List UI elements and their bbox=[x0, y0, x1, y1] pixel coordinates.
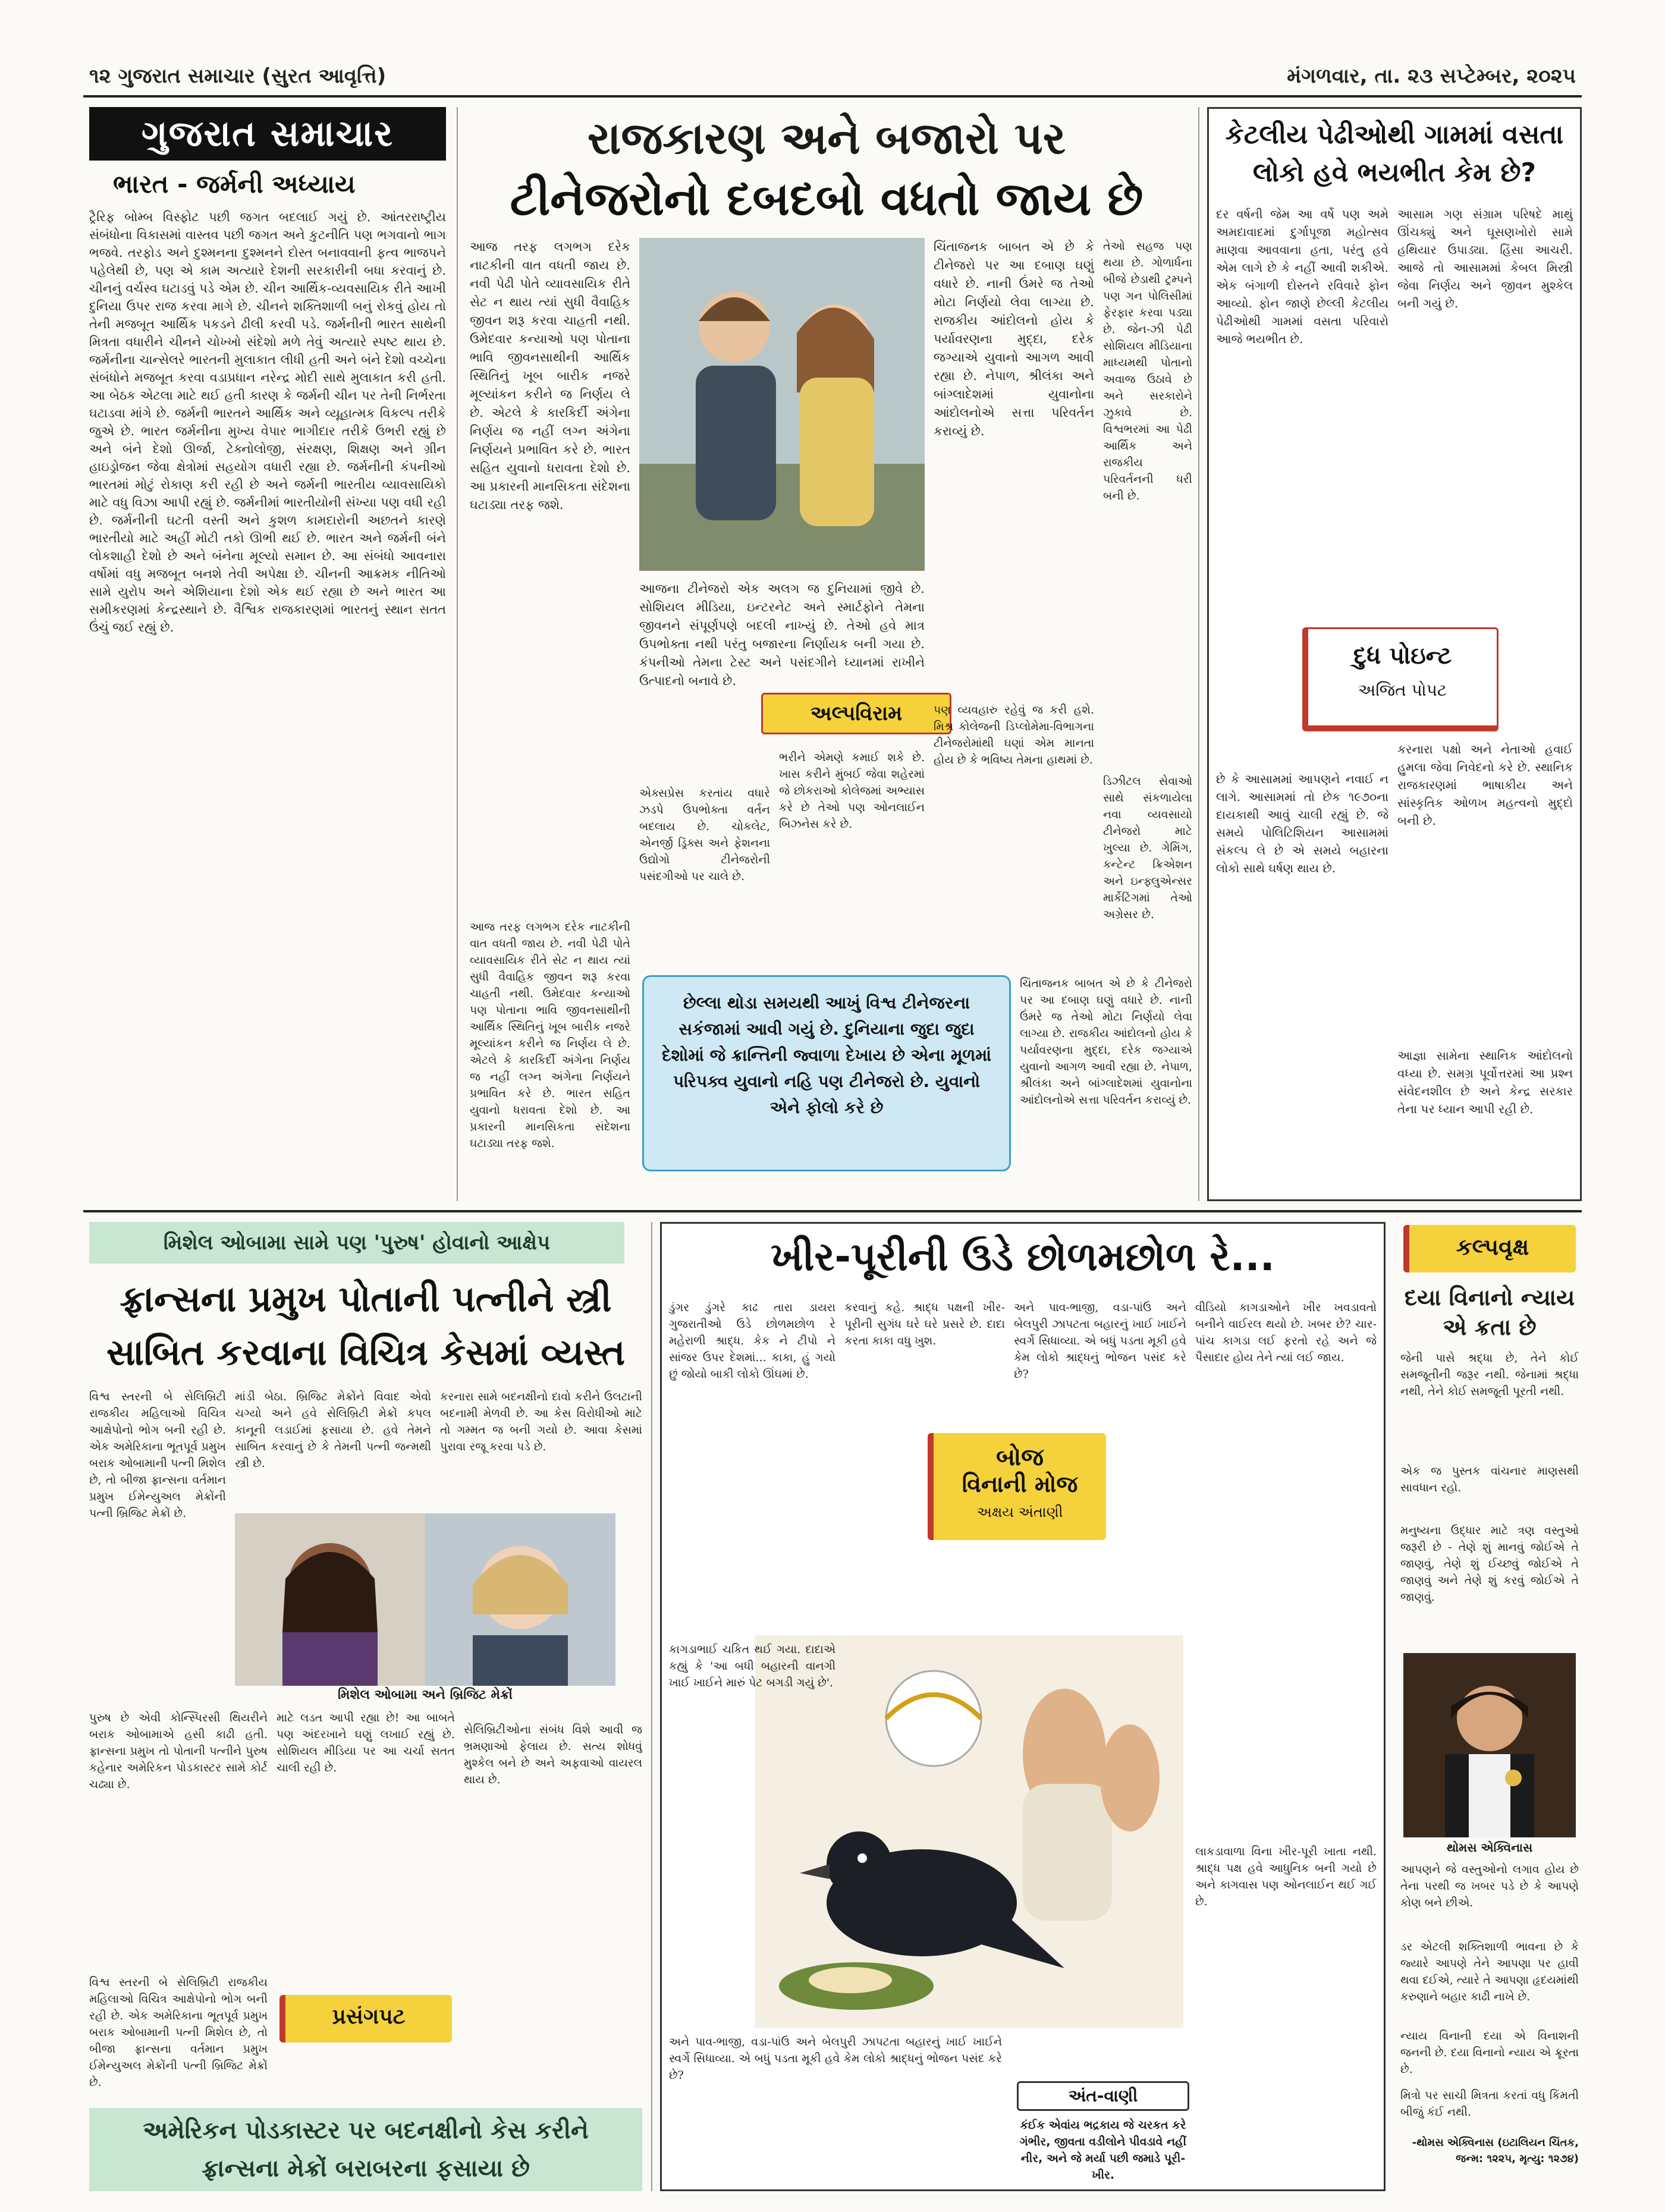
kalpavruksh-body-d: આપણને જે વસ્તુઓનો લગાવ હોય છે તેના પરથી જ ખબર પડે છે કે આપણે કોણ બને છીએ. bbox=[1400, 1863, 1579, 1909]
kheer-body-b: કરવાનું કહે. શ્રાદ્ધ પક્ષની ખીર-પૂરીની સુગંધ ઘરે ઘરે પ્રસરે છે. દાદા કરતા કાકા વધુ ખુશ. bbox=[844, 1301, 1005, 1347]
lead-bottom-col-2: ભરીને એમણે કમાઈ શકે છે. ખાસ કરીને મુંબઈ જેવા શહેરમાં જે છોકરાઓ કોલેજમાં અભ્યાસ કરે છે તેઓ પણ ઓનલાઈન બિઝનેસ કરે છે. bbox=[779, 751, 925, 831]
boj-line-2: વિનાની મોજ bbox=[962, 1471, 1078, 1497]
dudh-point-byline: અજિત પોપટ bbox=[1358, 680, 1447, 700]
kheer-body-a: ડુંગર ડુંગરે કાઢ તારા ડાયરા ગુજરાતીઓ ઉડે છોળમછોળ રે મહેરાળી શ્રાદ્ધ. કેક ને ટીપો ને સાંજર ઉપર દેશમાં... કાકા, હું ગયો છું જોયો બાકી લોકો ઊંઘમાં છે. bbox=[669, 1301, 835, 1381]
portraits-illustration bbox=[235, 1513, 615, 1686]
header-rule bbox=[83, 95, 1582, 98]
obama-body-f: સેલિબ્રિટીઓના સંબંધ વિશે આવી જ ભ્રમણાઓ ફેલાય છે. સત્ય શોધવું મુશ્કેલ બને છે અને અફવાઓ વાયરલ થાય છે. bbox=[464, 1723, 642, 1786]
lead-body-right: ચિંતાજનક બાબત એ છે કે ટીનેજરો પર આ દબાણ ઘણું વધારે છે. નાની ઉંમરે જ તેઓ મોટા નિર્ણયો લેવા લાગ્યા છે. રાજકીય આંદોલનો હોય કે પર્યાવરણના મુદ્દા, દરેક જગ્યાએ યુવાનો આગળ આવી રહ્યા છે. નેપાળ, શ્રીલંકા અને બાંગ્લાદેશમાં યુવાનોના આંદોલનોએ સત્તા પરિવર્તન કરાવ્યું છે. bbox=[934, 240, 1094, 438]
page-label: ૧૨ ગુજરાત સમાચાર (સુરત આવૃત્તિ) bbox=[89, 64, 387, 88]
dudh-point-pill bbox=[1302, 627, 1498, 731]
kheer-body-f: લાકડાવાળા વિના ખીર-પૂરી ખાતા નથી. શ્રાદ્ધ પક્ષ હવે આધુનિક બની ગયો છે અને કાગવાસ પણ ઓનલાઈન થઈ ગઈ છે. bbox=[1195, 1845, 1377, 1908]
right-story-body-a: દર વર્ષની જેમ આ વર્ષે પણ અમે અમદાવાદમાં દુર્ગાપૂજા મહોત્સવ માણવા આવવાના હતા, પરંતુ હવે એમ લાગે છે કે નહીં આવી શકીએ. એક બંગાળી દોસ્તને રવિવારે ફોન આવ્યો. ફોન જાણે છેલ્લી કેટલીય પેઢીઓથી ગામમાં વસતા પરિવારો આજે ભયભીત છે. bbox=[1216, 207, 1388, 346]
masthead-divider bbox=[457, 107, 458, 1201]
right-story-headline: કેટલીય પેઢીઓથી ગામમાં વસતા લોકો હવે ભયભીત કેમ છે? bbox=[1225, 120, 1564, 188]
right-story-body-e: આજ્ઞા સામેના સ્થાનિક આંદોલનો વધ્યા છે. સમગ્ર પૂર્વોત્તરમાં આ પ્રશ્ન સંવેદનશીલ છે અને કેન્દ્ર સરકાર તેના પર ધ્યાન આપી રહી છે. bbox=[1397, 1048, 1573, 1116]
kheer-body-c: અને પાવ-ભાજી, વડા-પાંઉ અને બેલપુરી ઝાપટતા બહારનું ખાઈ ખાઈને સ્વર્ગે સિધાવ્યા. એ બધું પડતા મૂકી હવે કેમ લોકો શ્રાદ્ધનું ભોજન પસંદ કરે છે? bbox=[1014, 1301, 1186, 1381]
lead-body-far-right: તેઓ સહજ પણ થયા છે. ગોળાર્ધના બીજે છેડાથી ટ્રમ્પને પણ ગન પોલિસીમાં ફેરફાર કરવા પડ્યા છે. જેન-ઝી પેઢી સોશિયલ મીડિયાના માધ્યમથી પોતાનો અવાજ ઉઠાવે છે અને સરકારોને ઝુકાવે છે. વિશ્વભરમાં આ પેઢી આર્થિક અને રાજકીય પરિવર્તનની ધરી બની છે. bbox=[1103, 240, 1192, 502]
column-title: ભારત - જર્મની અધ્યાય bbox=[113, 169, 356, 199]
obama-body-b: માંડી બેઠા. બ્રિજિટ મેક્રોંને વિવાદ એવો ચગ્યો અને હવે સેલિબ્રિટી મેક્રોં કપલ કાનૂની લડાઈમાં ફસાયા છે. હવે તેમને સાબિત કરવાનું છે કે તેમની પત્ની જન્મથી સ્ત્રી છે. bbox=[235, 1390, 431, 1470]
obama-body-d: પુરુષ છે એવી કોન્સ્પિરસી થિયરીને બરાક ઓબામાએ હસી કાઢી હતી. ફ્રાન્સના પ્રમુખ તો પોતાની પત્નીને પુરુષ કહેનાર અમેરિકન પોડકાસ્ટર સામે કોર્ટ ચઢ્યા છે. bbox=[89, 1711, 268, 1791]
masthead-logo bbox=[89, 107, 446, 161]
kheer-body-g: અને પાવ-ભાજી, વડા-પાંઉ અને બેલપુરી ઝાપટતા બહારનું ખાઈ ખાઈને સ્વર્ગે સિધાવ્યા. એ બધું પડતા મૂકી હવે કેમ લોકો શ્રાદ્ધનું ભોજન પસંદ કરે છે? bbox=[669, 2035, 1002, 2082]
kheer-headline: ખીર-પૂરીની ઉડે છોળમછોળ રે... bbox=[771, 1234, 1275, 1280]
lead-bottom-extra-2: ચિંતાજનક બાબત એ છે કે ટીનેજરો પર આ દબાણ ઘણું વધારે છે. નાની ઉંમરે જ તેઓ મોટા નિર્ણયો લેવા લાગ્યા છે. રાજકીય આંદોલનો હોય કે પર્યાવરણના મુદ્દા, દરેક જગ્યાએ યુવાનો આગળ આવી રહ્યા છે. નેપાળ, શ્રીલંકા અને બાંગ્લાદેશમાં યુવાનોના આંદોલનોએ સત્તા પરિવર્તન કરાવ્યું છે. bbox=[1020, 977, 1192, 1107]
obama-macron-photo bbox=[235, 1513, 615, 1686]
kalpavruksh-body-f: ન્યાય વિનાની દયા એ વિનાશની જનની છે. દયા વિનાનો ન્યાય એ ક્રૂરતા છે. bbox=[1400, 2029, 1579, 2076]
teens-photo bbox=[639, 238, 925, 571]
kalpavruksh-pill: કલ્પવૃક્ષ bbox=[1403, 1225, 1576, 1272]
kheer-body-d: વીડિયો કાગડાઓને ખીર ખવડાવતો બનીને વાઈરલ થયો છે. ખબર છે? ચાર-પાંચ કાગડા લઈ ફરતો રહે અને જે પૈસાદાર હોય તેને ત્યાં લઈ જાય. bbox=[1195, 1301, 1377, 1364]
lead-right-divider bbox=[1198, 107, 1199, 1201]
boj-line-1: બોજ bbox=[996, 1444, 1044, 1471]
obama-headline-2: સાબિત કરવાના વિચિત્ર કેસમાં વ્યસ્ત bbox=[106, 1332, 626, 1374]
aquinas-illustration bbox=[1403, 1653, 1576, 1837]
lead-body-mid: આજના ટીનેજરો એક અલગ જ દુનિયામાં જીવે છે. સોશિયલ મીડિયા, ઇન્ટરનેટ અને સ્માર્ટફોને તેમના જીવનને સંપૂર્ણપણે બદલી નાખ્યું છે. તેઓ હવે માત્ર ઉપભોક્તા નથી પરંતુ બજારના નિર્ણાયક બની ગયા છે. કંપનીઓ તેમના ટેસ્ટ અને પસંદગીને ધ્યાનમાં રાખીને ઉત્પાદનો બનાવે છે. bbox=[639, 582, 925, 688]
lead-bottom-extra: આજ તરફ લગભગ દરેક નાટકીની વાત વધતી જાય છે. નવી પેઢી પોતે વ્યાવસાયિક રીતે સેટ ન થાય ત્યાં સુધી વૈવાહિક જીવન શરૂ કરવા ચાહતી નથી. ઉમેદવાર કન્યાઓ પણ પોતાના ભાવિ જીવનસાથીની આર્થિક સ્થિતિનું ખૂબ બારીક નજરે મૂલ્યાંકન કરીને જ નિર્ણય લે છે. એટલે કે કારકિર્દી અંગેના નિર્ણય જ નહીં લગ્ન અંગેના નિર્ણયને પ્રભાવિત કરે છે. ભારત સહિત યુવાનો ધરાવતા દેશો છે. આ પ્રકારની માનસિકતા સંદેશના ઘટાડ્યા તરફ જશે. bbox=[470, 920, 630, 1150]
lead-headline-1: રાજકારણ અને બજારો પર bbox=[588, 113, 1066, 164]
kalpavruksh-body-e: ડર એટલી શક્તિશાળી ભાવના છે કે જ્યારે આપણે તેને આપણા પર હાવી થવા દઈએ, ત્યારે તે આપણા હૃદયમાંથી કરુણાને બહાર કાઢી નાખે છે. bbox=[1400, 1940, 1579, 2003]
right-story-body-b: આસામ ગણ સંગ્રામ પરિષદે માથું ઊંચક્યું અને ઘૂસણખોરો સામે હથિયાર ઉપાડ્યા. હિંસા આચરી. આજે તો આસામમાં કેબલ મિસ્ત્રી જેવા નિર્ણય અને જીવન મુશ્કેલ બની ગયું છે. bbox=[1397, 207, 1573, 310]
lead-body-left: આજ તરફ લગભગ દરેક નાટકીની વાત વધતી જાય છે. નવી પેઢી પોતે વ્યાવસાયિક રીતે સેટ ન થાય ત્યાં સુધી વૈવાહિક જીવન શરૂ કરવા ચાહતી નથી. ઉમેદવાર કન્યાઓ પણ પોતાના ભાવિ જીવનસાથીની આર્થિક સ્થિતિનું ખૂબ બારીક નજરે મૂલ્યાંકન કરીને જ નિર્ણય લે છે. એટલે કે કારકિર્દી અંગેના નિર્ણય જ નહીં લગ્ન અંગેના નિર્ણયને પ્રભાવિત કરે છે. ભારત સહિત યુવાનો ધરાવતા દેશો છે. આ પ્રકારની માનસિકતા સંદેશના ઘટાડ્યા તરફ જશે. bbox=[470, 240, 630, 512]
mid-rule bbox=[83, 1210, 1582, 1212]
obama-photo-caption: મિશેલ ઓબામા અને બ્રિજિટ મેક્રોં bbox=[337, 1688, 513, 1702]
lead-bottom-col-4: ડિઝીટલ સેવાઓ સાથે સંકળાયેલા નવા વ્યવસાયો ટીનેજરો માટે ખુલ્યા છે. ગેમિંગ, કન્ટેન્ટ ક્રિએશન અને ઇન્ફ્લુએન્સર માર્કેટિંગમાં તેઓ અગ્રેસર છે. bbox=[1103, 775, 1192, 921]
prasangpat-pill: પ્રસંગપટ bbox=[279, 1995, 452, 2043]
kalpavruksh-body-a: જેની પાસે શ્રદ્ધા છે, તેને કોઈ સમજૂતીની જરૂર નથી. જેનામાં શ્રદ્ધા નથી, તેને કોઈ સમજૂતી પૂરતી નથી. bbox=[1400, 1352, 1579, 1398]
lead-bottom-col-3: પણ વ્યવહારુ રહેવું જ કરી હશે. મિશ્ર કોલેજની ડિપ્લોમેમા-વિભાગના ટીનેજરોમાંથી ઘણાં એમ માનતા હોય છે કે ભવિષ્ય તેમના હાથમાં છે. bbox=[934, 703, 1094, 766]
teens-illustration bbox=[639, 238, 925, 571]
obama-body-g: વિશ્વ સ્તરની બે સેલિબ્રિટી રાજકીય મહિલાઓ વિચિત્ર આક્ષેપોનો ભોગ બની રહી છે. એક અમેરિકાના ભૂતપૂર્વ પ્રમુખ બરાક ઓબામાની પત્ની મિશેલ છે, તો બીજા ફ્રાન્સના વર્તમાન પ્રમુખ ઈમેન્યુઅલ મેક્રોંની પત્ની બ્રિજિટ મેક્રોં છે. bbox=[89, 1976, 268, 2089]
masthead-logo-text: ગુજરાત સમાચાર bbox=[141, 113, 394, 155]
aquinas-portrait bbox=[1403, 1653, 1576, 1837]
ant-vani-label: અંત-વાણી bbox=[1017, 2081, 1189, 2111]
boj-byline: અક્ષય અંતાણી bbox=[976, 1504, 1063, 1520]
obama-headline-1: ફ્રાન્સના પ્રમુખ પોતાની પત્નીને સ્ત્રી bbox=[120, 1278, 612, 1320]
obama-footer-banner: અમેરિકન પોડકાસ્ટર પર બદનક્ષીનો કેસ કરીને ફ્રાન્સના મેક્રોં બરાબરના ફસાયા છે bbox=[89, 2108, 642, 2191]
obama-body-a: વિશ્વ સ્તરની બે સેલિબ્રિટી રાજકીય મહિલાઓ વિચિત્ર આક્ષેપોનો ભોગ બની રહી છે. એક અમેરિકાના ભૂતપૂર્વ પ્રમુખ બરાક ઓબામાની પત્ની મિશેલ છે, તો બીજા ફ્રાન્સના વર્તમાન પ્રમુખ ઈમેન્યુઅલ મેક્રોંની પત્ની બ્રિજિટ મેક્રોં છે. bbox=[89, 1390, 226, 1520]
kheer-body-e: કાગડાભાઈ ચકિત થઈ ગયા. દાદાએ કહ્યું કે 'આ બધી બહારની વાનગી ખાઈ ખાઈને મારું પેટ બગડી ગયું છે'. bbox=[669, 1643, 835, 1689]
date-label: મંગળવાર, તા. ૨૩ સપ્ટેમ્બર, ૨૦૨૫ bbox=[1287, 64, 1576, 88]
kalpavruksh-body-c: મનુષ્યના ઉદ્ધાર માટે ત્રણ વસ્તુઓ જરૂરી છે - તેણે શું માનવું જોઈએ તે જાણવું, તેણે શું ઈચ્છવું જોઈએ તે જાણવું અને તેણે શું કરવું જોઈએ તે જાણવું. bbox=[1400, 1524, 1579, 1604]
dudh-point-title: દુધ પોઇન્ટ bbox=[1353, 642, 1452, 670]
column-body: ટ્રૈરિફ બોમ્બ વિસ્ફોટ પછી જગત બદલાઈ ગયું છે. આંતરરાષ્ટ્રીય સંબંધોના વિકાસમાં વાસ્તવ પછી જગત અને કુટનીતિ પણ ભગવાનો ભાગ ભજવે. તરફોડ અને દુશ્મનના દુશ્મનને દોસ્ત બનાવવાની ફત્વ ભાજપને પહેલેથી છે, પણ એ કામ અત્યારે દેશની સરકારીની બધા કરવાનું છે. ચીનનું વર્ચસ્વ ઘટાડવું પડે એમ છે. ચીન આર્થિક-વ્યવસાયિક રીતે આખી દુનિયા ઉપર રાજ કરવા માગે છે. ચીનને શક્તિશાળી બનું રોકવું હોય તો તેની મજબૂત આર્થિક પકડને ઢીલી કરવી પડે. જર્મનીની ભારત સાથેની મિત્રતા વધારીને ચીનને ચોખ્ખો સંદેશો મળે તેવું અત્યારે સ્પષ્ટ થાય છે. જર્મનીના ચાન્સેલરે ભારતની મુલાકાત લીધી હતી અને બંને દેશો વચ્ચેના સંબંધોને મજબૂત કરવા વડાપ્રધાન નરેન્દ્ર મોદી સાથે મુલાકાત કરી હતી. આ બેઠક એટલા માટે થઈ હતી કારણ કે જર્મની ચીન પર તેની નિર્ભરતા ઘટાડવા માંગે છે. જર્મની ભારતને આર્થિક અને વ્યૂહાત્મક વિકલ્પ તરીકે જુએ છે. ભારત જર્મનીના મુખ્ય વેપાર ભાગીદાર તરીકે ઉભરી રહ્યું છે અને બંને દેશો ઊર્જા, ટેક્નોલોજી, સંરક્ષણ, શિક્ષણ અને ગ્રીન હાઇડ્રોજન જેવા ક્ષેત્રોમાં સહયોગ વધારી રહ્યા છે. જર્મનીની કંપનીઓ ભારતમાં મોટું રોકાણ કરી રહી છે અને જર્મની ભારતીય વ્યાવસાયિકો માટે વધુ વિઝા આપી રહ્યું છે. જર્મનીમાં ભારતીયોની સંખ્યા પણ વધી રહી છે. જર્મનીની ઘટતી વસ્તી અને કુશળ કામદારોની અછતને કારણે ભારતીયો માટે અહીં મોટી તકો ઊભી થઈ છે. ભારત અને જર્મની બંને લોકશાહી દેશો છે અને બંનેના મૂલ્યો સમાન છે. આ સંબંધો આવનારા વર્ષોમાં વધુ મજબૂત બનશે તેવી અપેક્ષા છે. ચીનની આક્રમક નીતિઓ સામે યુરોપ અને એશિયાના દેશો એક થઈ રહ્યા છે અને ભારત આ સમીકરણમાં કેન્દ્રસ્થાને છે. વૈશ્વિક રાજકારણમાં ભારતનું સ્થાન સતત ઉંચું જઈ રહ્યું છે. bbox=[89, 210, 446, 634]
kalpavruksh-body-b: એક જ પુસ્તક વાંચનાર માણસથી સાવધાન રહો. bbox=[1400, 1465, 1579, 1494]
aquinas-caption: થોમસ એક્વિનાસ bbox=[1446, 1840, 1533, 1855]
obama-body-e: માટે લડત આપી રહ્યા છે! આ બાબતે પણ અંદરખાને ઘણું લખાઈ રહ્યું છે. સોશિયલ મીડિયા પર આ ચર્ચા સતત ચાલી રહી છે. bbox=[277, 1711, 455, 1774]
obama-divider bbox=[651, 1222, 652, 2191]
kalpavruksh-headline-1: દયા વિનાનો ન્યાય bbox=[1404, 1284, 1575, 1311]
right-story-body-d: છે કે આસામમાં આપણને નવાઈ ન લાગે. આસામમાં તો છેક ૧૯૭૦ના દાયકાથી આવું ચાલી રહ્યું છે. જે સમયે પોલિટિશિયન આસામમાં સંકલ્પ લે છે એ સમયે બહારના લોકો સાથે ઘર્ષણ થાય છે. bbox=[1216, 772, 1388, 875]
obama-kicker: મિશેલ ઓબામા સામે પણ 'પુરુષ' હોવાનો આક્ષેપ bbox=[89, 1222, 624, 1264]
lead-bottom-col-1: એક્સપ્રેસ કરતાંય વધારે ઝડપે ઉપભોક્તા વર્તન બદલાય છે. ચોકલેટ, એનર્જી ડ્રિંક્સ અને ફેશનના ઉદ્યોગો ટીનેજરોની પસંદગીઓ પર ચાલે છે. bbox=[639, 787, 770, 883]
ant-vani-text: કંઈક એવાંય ભદ્રકાય જે ચરકત કરે ગંભીર, જીવતા વડીલોને પીવડાવે નહીં નીર, અને જે મર્યા પછી જમાડે પૂરી-ખીર. bbox=[1019, 2119, 1187, 2182]
kalpavruksh-headline-2: એ ક્રતા છે bbox=[1443, 1314, 1537, 1340]
right-story-body-c: કરનારા પક્ષો અને નેતાઓ હવાઈ હુમલા જેવા નિવેદનો કરે છે. સ્થાનિક રાજકારણમાં ભાષાકીય અને સાંસ્કૃતિક ઓળખ મહત્વનો મુદ્દો બની છે. bbox=[1397, 742, 1573, 828]
alpaviram-pill: અલ્પવિરામ bbox=[761, 693, 951, 734]
kalpavruksh-body-g: મિત્રો પર સાચી મિત્રતા કરતાં વધુ કિંમતી બીજું કંઈ નથી. bbox=[1400, 2089, 1579, 2119]
kalpavruksh-attribution: -થોમસ એક્વિનાસ (ઇટાલિયન ચિંતક, જન્મ: ૧૨૨૫, મૃત્યુ: ૧૨૭૪) bbox=[1412, 2136, 1579, 2165]
obama-body-c: કરનારા સામે બદનક્ષીનો દાવો કરીને ઉલટાની બદનામી મેળવી છે. આ કેસ વિરોધીઓ માટે તો ગમ્મત જ બની ગયો છે. આવા કેસમાં પુરાવા રજૂ કરવા પડે છે. bbox=[440, 1390, 642, 1453]
lead-headline-2: ટીનેજરોનો દબદબો વધતો જાય છે bbox=[510, 172, 1143, 226]
lead-pull-quote: છેલ્લા થોડા સમયથી આખું વિશ્વ ટીનેજરના સકંજામાં આવી ગયું છે. દુનિયાના જુદા જુદા દેશોમાં જે ક્રાન્તિની જ્વાળા દેખાય છે એના મૂળમાં પરિપક્વ યુવાનો નહિ પણ ટીનેજરો છે. યુવાનો એને ફોલો કરે છે bbox=[642, 975, 1011, 1171]
